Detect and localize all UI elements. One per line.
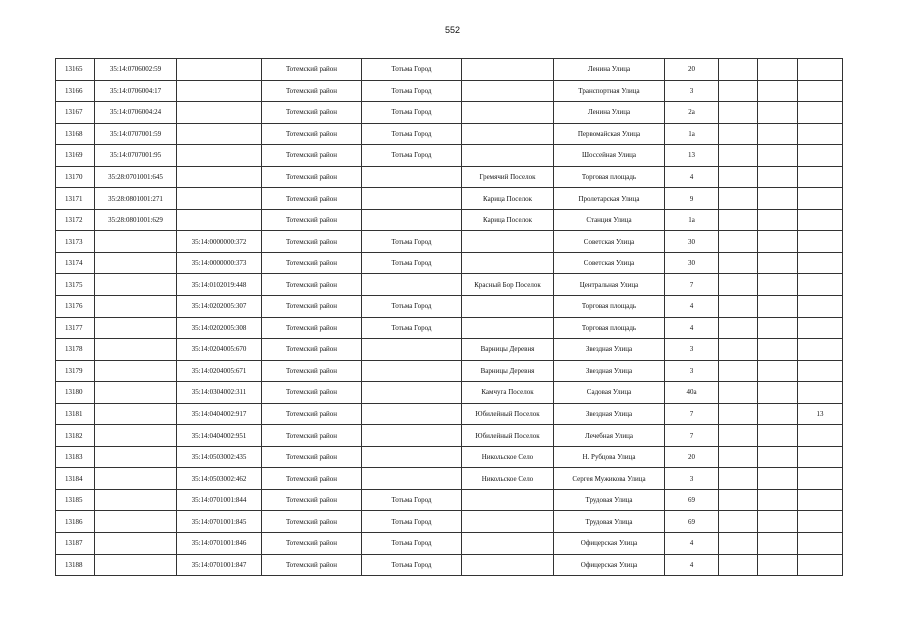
cell-district: Тотемский район	[262, 382, 362, 404]
cell-settlement	[462, 123, 554, 145]
cell-city: Тотьма Город	[362, 296, 462, 318]
cell-house-number: 3	[665, 360, 719, 382]
cell-cadastral-number: 35:14:0503002:435	[177, 446, 262, 468]
cell-cadastral-number-old	[95, 382, 177, 404]
cell-city	[362, 446, 462, 468]
cell-apartment: 13	[798, 403, 843, 425]
cell-house-number: 9	[665, 188, 719, 210]
table-body	[56, 59, 843, 576]
cell-row-number: 13170	[56, 166, 95, 188]
cell-building	[719, 489, 758, 511]
table-row	[56, 360, 843, 382]
cell-apartment	[798, 446, 843, 468]
cell-city	[362, 209, 462, 231]
cell-structure	[758, 188, 798, 210]
cell-building	[719, 102, 758, 124]
cell-structure	[758, 554, 798, 576]
cell-cadastral-number	[177, 188, 262, 210]
cell-street: Офицерская Улица	[554, 554, 665, 576]
cell-house-number: 7	[665, 274, 719, 296]
cell-building	[719, 511, 758, 533]
cell-row-number: 13184	[56, 468, 95, 490]
cell-cadastral-number-old: 35:14:0706004:24	[95, 102, 177, 124]
cell-building	[719, 188, 758, 210]
cell-cadastral-number: 35:14:0701001:844	[177, 489, 262, 511]
cell-row-number: 13169	[56, 145, 95, 167]
table-row	[56, 102, 843, 124]
cell-house-number: 13	[665, 145, 719, 167]
cell-cadastral-number-old: 35:14:0706004:17	[95, 80, 177, 102]
cell-cadastral-number-old	[95, 360, 177, 382]
cell-cadastral-number-old	[95, 425, 177, 447]
table-row	[56, 403, 843, 425]
cell-street: Торговая площадь	[554, 166, 665, 188]
cell-street: Звездная Улица	[554, 403, 665, 425]
cell-house-number: 30	[665, 252, 719, 274]
cell-city: Тотьма Город	[362, 511, 462, 533]
cell-city: Тотьма Город	[362, 554, 462, 576]
cell-apartment	[798, 209, 843, 231]
table-row	[56, 80, 843, 102]
table-row	[56, 511, 843, 533]
cell-city: Тотьма Город	[362, 59, 462, 81]
cell-district: Тотемский район	[262, 209, 362, 231]
cell-apartment	[798, 252, 843, 274]
cell-district: Тотемский район	[262, 403, 362, 425]
cell-row-number: 13186	[56, 511, 95, 533]
cell-row-number: 13177	[56, 317, 95, 339]
cell-street: Первомайская Улица	[554, 123, 665, 145]
cell-district: Тотемский район	[262, 59, 362, 81]
cell-structure	[758, 145, 798, 167]
table-row	[56, 554, 843, 576]
cell-street: Лечебная Улица	[554, 425, 665, 447]
cell-house-number: 3	[665, 80, 719, 102]
cell-building	[719, 446, 758, 468]
cell-street: Торговая площадь	[554, 317, 665, 339]
cell-cadastral-number: 35:14:0202005:308	[177, 317, 262, 339]
cell-row-number: 13182	[56, 425, 95, 447]
cell-cadastral-number-old: 35:14:0706002:59	[95, 59, 177, 81]
cell-apartment	[798, 123, 843, 145]
cell-district: Тотемский район	[262, 188, 362, 210]
cell-street: Станция Улица	[554, 209, 665, 231]
cell-cadastral-number: 35:14:0404002:951	[177, 425, 262, 447]
cell-cadastral-number-old	[95, 511, 177, 533]
cell-building	[719, 59, 758, 81]
cell-street: Советская Улица	[554, 231, 665, 253]
cell-district: Тотемский район	[262, 511, 362, 533]
cell-city: Тотьма Город	[362, 317, 462, 339]
cell-settlement	[462, 489, 554, 511]
cell-building	[719, 403, 758, 425]
cell-settlement	[462, 533, 554, 555]
page-number: 552	[444, 25, 461, 35]
cell-structure	[758, 511, 798, 533]
cell-cadastral-number-old: 35:28:0801001:271	[95, 188, 177, 210]
cell-district: Тотемский район	[262, 317, 362, 339]
cell-settlement: Камчуга Поселок	[462, 382, 554, 404]
table-row	[56, 123, 843, 145]
cell-apartment	[798, 231, 843, 253]
cell-settlement: Гремячий Поселок	[462, 166, 554, 188]
cell-structure	[758, 59, 798, 81]
cell-district: Тотемский район	[262, 102, 362, 124]
table-row	[56, 317, 843, 339]
cell-cadastral-number-old	[95, 296, 177, 318]
cell-house-number: 69	[665, 489, 719, 511]
cell-apartment	[798, 166, 843, 188]
cell-structure	[758, 339, 798, 361]
cell-street: Н. Рубцова Улица	[554, 446, 665, 468]
cell-house-number: 4	[665, 296, 719, 318]
cell-settlement: Юбилейный Поселок	[462, 425, 554, 447]
cell-city: Тотьма Город	[362, 489, 462, 511]
cell-city: Тотьма Город	[362, 231, 462, 253]
cell-apartment	[798, 533, 843, 555]
cell-district: Тотемский район	[262, 123, 362, 145]
cell-settlement: Красный Бор Поселок	[462, 274, 554, 296]
cell-structure	[758, 209, 798, 231]
cell-structure	[758, 231, 798, 253]
cell-house-number: 40а	[665, 382, 719, 404]
cell-row-number: 13165	[56, 59, 95, 81]
cell-building	[719, 360, 758, 382]
cell-row-number: 13171	[56, 188, 95, 210]
cell-street: Садовая Улица	[554, 382, 665, 404]
cell-cadastral-number	[177, 102, 262, 124]
cell-settlement: Никольское Село	[462, 468, 554, 490]
cell-apartment	[798, 145, 843, 167]
cell-settlement	[462, 145, 554, 167]
cell-cadastral-number	[177, 166, 262, 188]
cell-cadastral-number-old	[95, 489, 177, 511]
table-row	[56, 489, 843, 511]
table-row	[56, 468, 843, 490]
cell-city	[362, 403, 462, 425]
cell-structure	[758, 102, 798, 124]
table-row	[56, 252, 843, 274]
cell-city	[362, 468, 462, 490]
cell-street: Трудовая Улица	[554, 511, 665, 533]
cell-cadastral-number: 35:14:0503002:462	[177, 468, 262, 490]
cell-building	[719, 274, 758, 296]
table-row	[56, 339, 843, 361]
cell-house-number: 3	[665, 339, 719, 361]
cell-structure	[758, 489, 798, 511]
cell-building	[719, 209, 758, 231]
table-row	[56, 166, 843, 188]
cell-building	[719, 80, 758, 102]
cell-district: Тотемский район	[262, 554, 362, 576]
cell-building	[719, 252, 758, 274]
cell-cadastral-number: 35:14:0701001:845	[177, 511, 262, 533]
cell-structure	[758, 252, 798, 274]
cell-city	[362, 339, 462, 361]
cell-cadastral-number-old	[95, 403, 177, 425]
cell-building	[719, 231, 758, 253]
cell-house-number: 4	[665, 166, 719, 188]
cell-row-number: 13181	[56, 403, 95, 425]
cell-structure	[758, 446, 798, 468]
cell-apartment	[798, 102, 843, 124]
cell-apartment	[798, 382, 843, 404]
cell-building	[719, 533, 758, 555]
cell-city	[362, 274, 462, 296]
cell-settlement: Карица Поселок	[462, 209, 554, 231]
cell-district: Тотемский район	[262, 425, 362, 447]
cell-street: Звездная Улица	[554, 339, 665, 361]
cell-cadastral-number-old	[95, 317, 177, 339]
cell-house-number: 69	[665, 511, 719, 533]
cell-settlement	[462, 59, 554, 81]
table-row	[56, 209, 843, 231]
cell-cadastral-number: 35:14:0304002:311	[177, 382, 262, 404]
cell-street: Офицерская Улица	[554, 533, 665, 555]
cell-district: Тотемский район	[262, 252, 362, 274]
cell-row-number: 13188	[56, 554, 95, 576]
cell-street: Трудовая Улица	[554, 489, 665, 511]
table-row	[56, 231, 843, 253]
cell-street: Пролетарская Улица	[554, 188, 665, 210]
table-row	[56, 296, 843, 318]
cell-structure	[758, 382, 798, 404]
cell-street: Звездная Улица	[554, 360, 665, 382]
cell-structure	[758, 468, 798, 490]
cell-cadastral-number: 35:14:0102019:448	[177, 274, 262, 296]
cell-cadastral-number-old	[95, 339, 177, 361]
cell-house-number: 7	[665, 425, 719, 447]
table-row	[56, 382, 843, 404]
cell-house-number: 4	[665, 533, 719, 555]
cell-settlement: Варницы Деревня	[462, 360, 554, 382]
cell-settlement	[462, 231, 554, 253]
cell-cadastral-number	[177, 209, 262, 231]
table-row	[56, 274, 843, 296]
cell-street: Центральная Улица	[554, 274, 665, 296]
cell-house-number: 2а	[665, 102, 719, 124]
cell-cadastral-number: 35:14:0000000:372	[177, 231, 262, 253]
cell-apartment	[798, 554, 843, 576]
table-row	[56, 446, 843, 468]
cell-district: Тотемский район	[262, 231, 362, 253]
cell-district: Тотемский район	[262, 80, 362, 102]
cell-city: Тотьма Город	[362, 533, 462, 555]
cell-row-number: 13176	[56, 296, 95, 318]
property-table	[55, 58, 843, 576]
cell-structure	[758, 296, 798, 318]
cell-city: Тотьма Город	[362, 123, 462, 145]
cell-cadastral-number-old	[95, 468, 177, 490]
cell-cadastral-number	[177, 80, 262, 102]
cell-apartment	[798, 317, 843, 339]
cell-district: Тотемский район	[262, 468, 362, 490]
cell-structure	[758, 80, 798, 102]
cell-structure	[758, 533, 798, 555]
cell-district: Тотемский район	[262, 274, 362, 296]
cell-house-number: 3	[665, 468, 719, 490]
cell-house-number: 4	[665, 554, 719, 576]
cell-settlement: Варницы Деревня	[462, 339, 554, 361]
cell-city: Тотьма Город	[362, 102, 462, 124]
cell-settlement	[462, 554, 554, 576]
cell-street: Шоссейная Улица	[554, 145, 665, 167]
cell-district: Тотемский район	[262, 489, 362, 511]
cell-cadastral-number-old	[95, 252, 177, 274]
cell-house-number: 30	[665, 231, 719, 253]
cell-structure	[758, 274, 798, 296]
table-row	[56, 533, 843, 555]
cell-building	[719, 468, 758, 490]
cell-settlement	[462, 511, 554, 533]
cell-apartment	[798, 511, 843, 533]
cell-city: Тотьма Город	[362, 252, 462, 274]
cell-settlement: Юбилейный Поселок	[462, 403, 554, 425]
cell-cadastral-number-old	[95, 533, 177, 555]
cell-cadastral-number: 35:14:0701001:847	[177, 554, 262, 576]
cell-settlement	[462, 80, 554, 102]
cell-house-number: 4	[665, 317, 719, 339]
cell-settlement	[462, 317, 554, 339]
cell-city	[362, 425, 462, 447]
cell-district: Тотемский район	[262, 339, 362, 361]
cell-street: Сергея Мужикова Улица	[554, 468, 665, 490]
cell-row-number: 13174	[56, 252, 95, 274]
cell-row-number: 13178	[56, 339, 95, 361]
cell-row-number: 13172	[56, 209, 95, 231]
cell-cadastral-number-old	[95, 554, 177, 576]
table-row	[56, 188, 843, 210]
table-row	[56, 145, 843, 167]
cell-street: Ленина Улица	[554, 102, 665, 124]
cell-street: Торговая площадь	[554, 296, 665, 318]
cell-cadastral-number: 35:14:0202005:307	[177, 296, 262, 318]
cell-cadastral-number	[177, 123, 262, 145]
cell-building	[719, 339, 758, 361]
cell-cadastral-number: 35:14:0701001:846	[177, 533, 262, 555]
cell-apartment	[798, 59, 843, 81]
cell-district: Тотемский район	[262, 446, 362, 468]
cell-building	[719, 425, 758, 447]
cell-settlement: Карица Поселок	[462, 188, 554, 210]
table-row	[56, 425, 843, 447]
cell-district: Тотемский район	[262, 533, 362, 555]
cell-house-number: 1а	[665, 209, 719, 231]
cell-house-number: 20	[665, 59, 719, 81]
cell-row-number: 13180	[56, 382, 95, 404]
cell-street: Ленина Улица	[554, 59, 665, 81]
cell-row-number: 13187	[56, 533, 95, 555]
cell-cadastral-number-old: 35:14:0707001:59	[95, 123, 177, 145]
cell-row-number: 13173	[56, 231, 95, 253]
cell-building	[719, 166, 758, 188]
cell-apartment	[798, 80, 843, 102]
cell-street: Транспортная Улица	[554, 80, 665, 102]
cell-structure	[758, 360, 798, 382]
cell-row-number: 13179	[56, 360, 95, 382]
cell-cadastral-number-old	[95, 274, 177, 296]
cell-district: Тотемский район	[262, 145, 362, 167]
cell-settlement	[462, 296, 554, 318]
cell-city	[362, 360, 462, 382]
cell-district: Тотемский район	[262, 360, 362, 382]
cell-house-number: 20	[665, 446, 719, 468]
cell-structure	[758, 166, 798, 188]
cell-cadastral-number	[177, 59, 262, 81]
cell-settlement	[462, 102, 554, 124]
table-row	[56, 59, 843, 81]
cell-structure	[758, 425, 798, 447]
cell-cadastral-number-old: 35:28:0801001:629	[95, 209, 177, 231]
cell-city	[362, 382, 462, 404]
cell-row-number: 13183	[56, 446, 95, 468]
cell-cadastral-number-old	[95, 231, 177, 253]
cell-apartment	[798, 360, 843, 382]
cell-district: Тотемский район	[262, 166, 362, 188]
cell-cadastral-number: 35:14:0204005:670	[177, 339, 262, 361]
cell-cadastral-number: 35:14:0404002:917	[177, 403, 262, 425]
cell-apartment	[798, 274, 843, 296]
cell-structure	[758, 317, 798, 339]
cell-building	[719, 317, 758, 339]
cell-city: Тотьма Город	[362, 80, 462, 102]
cell-apartment	[798, 296, 843, 318]
cell-building	[719, 554, 758, 576]
cell-house-number: 1а	[665, 123, 719, 145]
cell-house-number: 7	[665, 403, 719, 425]
cell-apartment	[798, 339, 843, 361]
cell-apartment	[798, 425, 843, 447]
cell-settlement	[462, 252, 554, 274]
cell-row-number: 13168	[56, 123, 95, 145]
cell-cadastral-number: 35:14:0204005:671	[177, 360, 262, 382]
cell-city: Тотьма Город	[362, 145, 462, 167]
cell-cadastral-number-old: 35:14:0707001:95	[95, 145, 177, 167]
cell-apartment	[798, 489, 843, 511]
cell-building	[719, 296, 758, 318]
cell-cadastral-number: 35:14:0000000:373	[177, 252, 262, 274]
cell-row-number: 13167	[56, 102, 95, 124]
cell-structure	[758, 403, 798, 425]
cell-row-number: 13166	[56, 80, 95, 102]
cell-cadastral-number-old: 35:28:0701001:645	[95, 166, 177, 188]
cell-building	[719, 123, 758, 145]
cell-row-number: 13185	[56, 489, 95, 511]
cell-apartment	[798, 188, 843, 210]
cell-district: Тотемский район	[262, 296, 362, 318]
cell-cadastral-number-old	[95, 446, 177, 468]
cell-settlement: Никольское Село	[462, 446, 554, 468]
cell-building	[719, 145, 758, 167]
cell-structure	[758, 123, 798, 145]
cell-city	[362, 166, 462, 188]
cell-cadastral-number	[177, 145, 262, 167]
cell-apartment	[798, 468, 843, 490]
cell-building	[719, 382, 758, 404]
cell-street: Советская Улица	[554, 252, 665, 274]
cell-row-number: 13175	[56, 274, 95, 296]
cell-city	[362, 188, 462, 210]
